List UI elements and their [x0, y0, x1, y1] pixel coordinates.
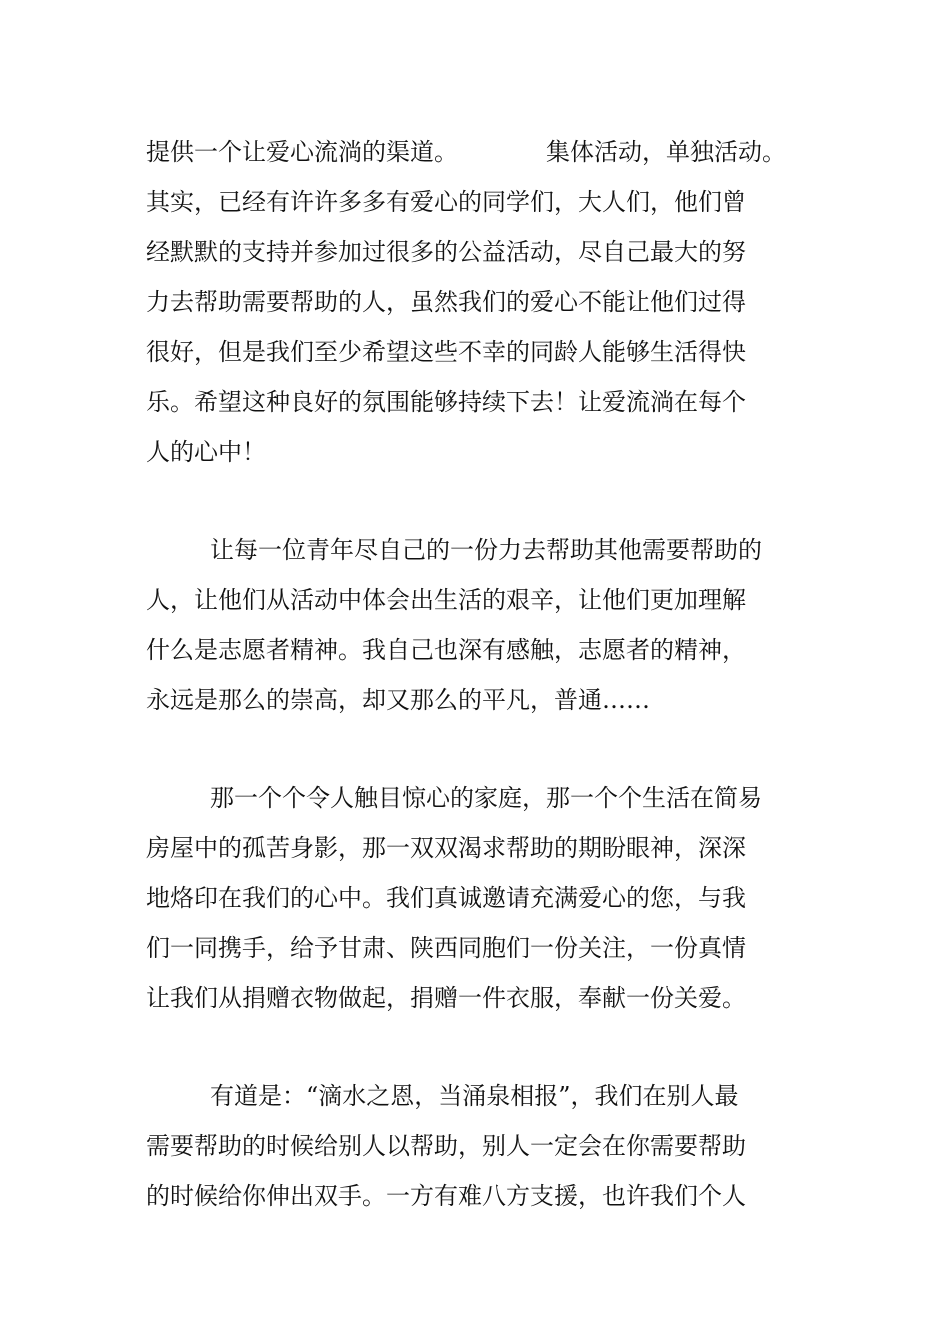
text-line: 其实，已经有许许多多有爱心的同学们，大人们，他们曾 [146, 188, 746, 216]
text-line: 永远是那么的崇高，却又那么的平凡，普通…… [146, 686, 650, 714]
text-line: 什么是志愿者精神。我自己也深有感触，志愿者的精神， [146, 636, 746, 664]
text-segment: 提供一个让爱心流淌的渠道。 [146, 138, 458, 166]
text-line: 人的心中！ [146, 438, 266, 466]
text-line: 让我们从捐赠衣物做起，捐赠一件衣服，奉献一份关爱。 [146, 984, 746, 1012]
text-line: 经默默的支持并参加过很多的公益活动，尽自己最大的努 [146, 238, 746, 266]
text-line: 那一个个令人触目惊心的家庭，那一个个生活在简易 [210, 784, 762, 812]
text-line [146, 136, 826, 168]
text-line: 房屋中的孤苦身影，那一双双渴求帮助的期盼眼神，深深 [146, 834, 746, 862]
text-line: 的时候给你伸出双手。一方有难八方支援，也许我们个人 [146, 1182, 746, 1210]
text-line: 们一同携手，给予甘肃、陕西同胞们一份关注，一份真情 [146, 934, 746, 962]
text-line: 力去帮助需要帮助的人，虽然我们的爱心不能让他们过得 [146, 288, 746, 316]
text-line: 让每一位青年尽自己的一份力去帮助其他需要帮助的 [210, 536, 762, 564]
text-line: 需要帮助的时候给别人以帮助，别人一定会在你需要帮助 [146, 1132, 746, 1160]
text-line: 人，让他们从活动中体会出生活的艰辛，让他们更加理解 [146, 586, 746, 614]
text-line: 有道是：“滴水之恩，当涌泉相报”，我们在别人最 [210, 1082, 739, 1110]
text-line: 地烙印在我们的心中。我们真诚邀请充满爱心的您，与我 [146, 884, 746, 912]
text-line: 乐。希望这种良好的氛围能够持续下去！让爱流淌在每个 [146, 388, 746, 416]
text-segment: 集体活动，单独活动。 [546, 138, 786, 166]
text-line: 很好，但是我们至少希望这些不幸的同龄人能够生活得快 [146, 338, 746, 366]
